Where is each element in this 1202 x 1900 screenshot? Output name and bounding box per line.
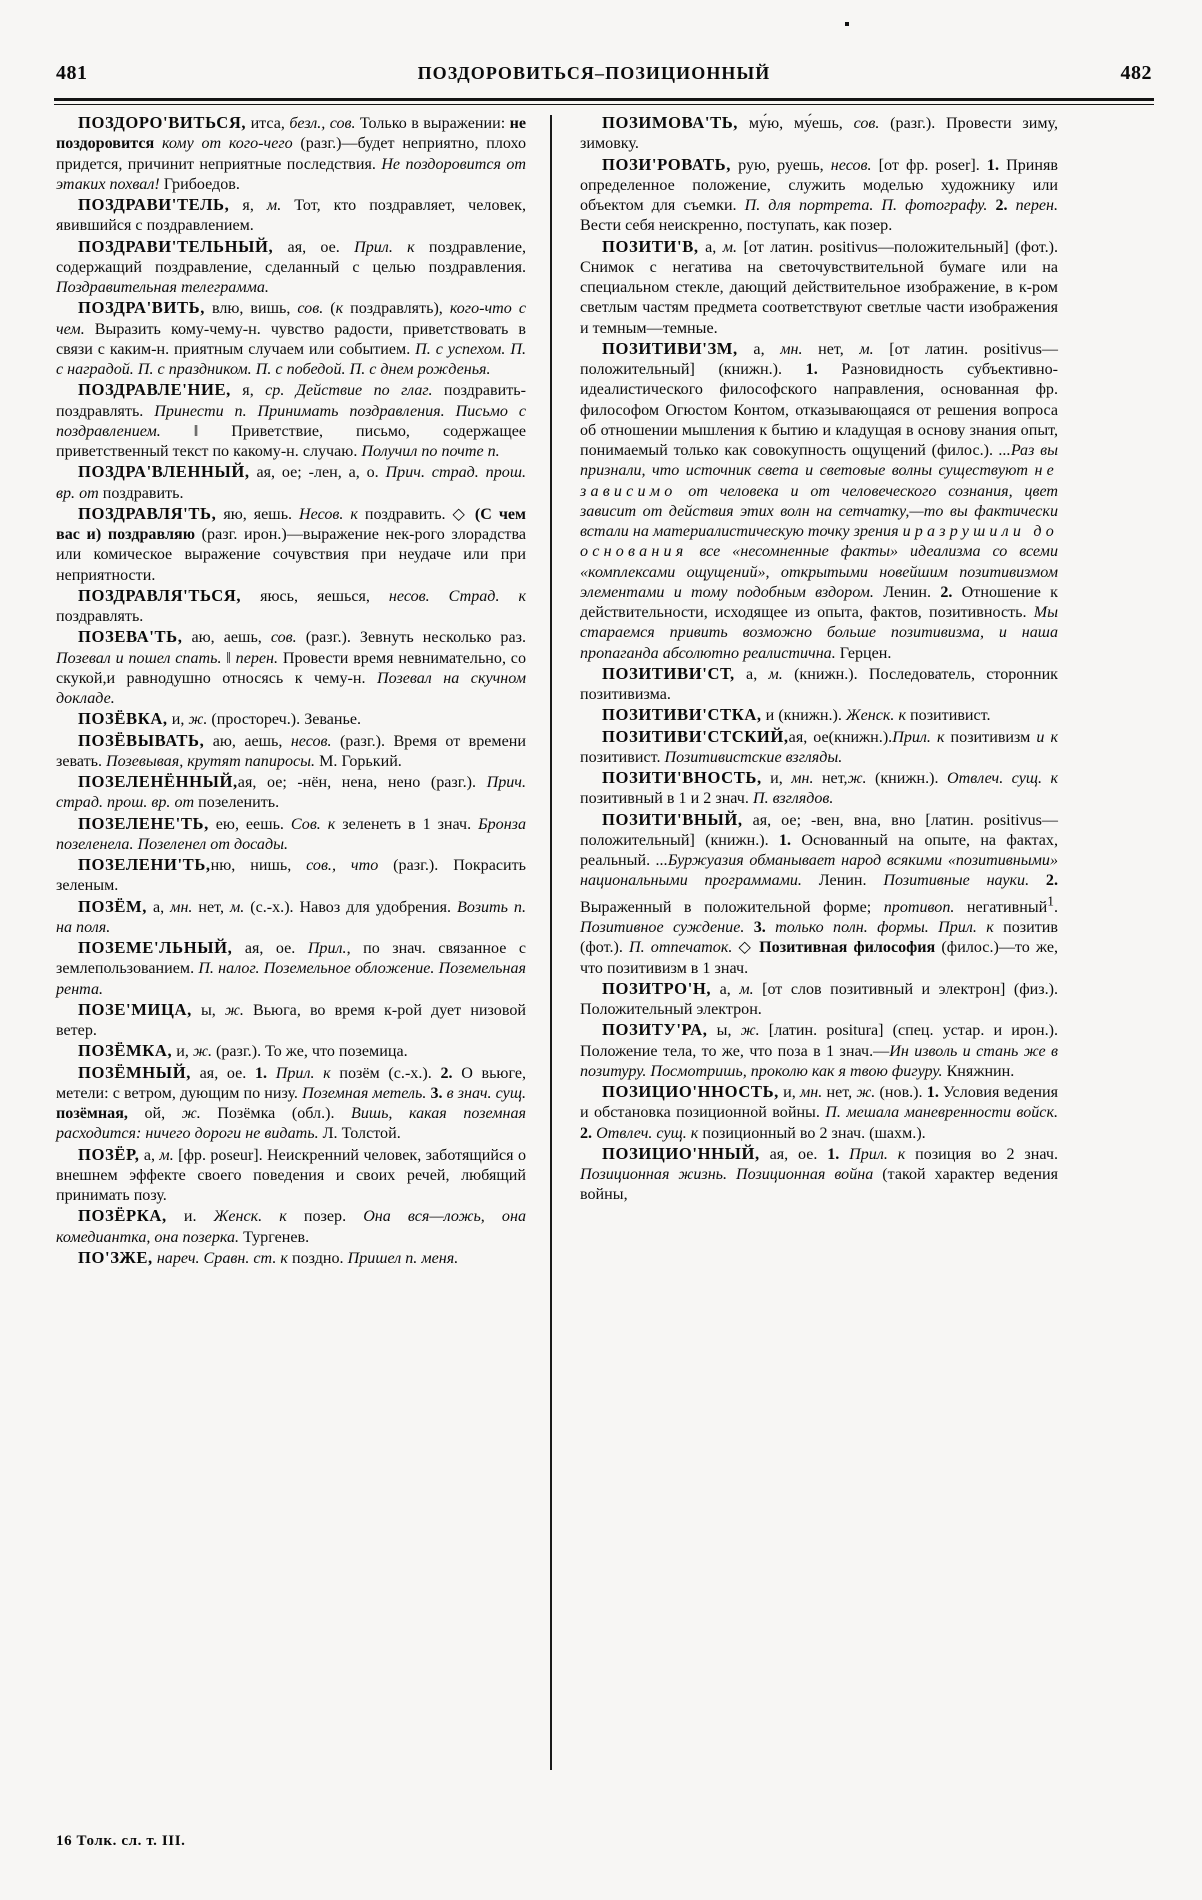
entry-definition: и (книжн.). Женск. к позитивист. [761,707,991,725]
entry-headword: ПОЗИ'РОВАТЬ, [602,154,731,174]
dictionary-entry [56,772,526,814]
dictionary-entry [56,1063,526,1145]
dictionary-entry [56,855,526,897]
dictionary-entry [56,504,526,586]
entry-headword: ПОЗЕМЕ'ЛЬНЫЙ, [78,938,233,957]
dictionary-entry [56,298,526,380]
dictionary-entry [56,586,526,628]
entry-headword: ПОЗДРАВИ'ТЕЛЬ, [78,195,230,214]
entry-definition: яю, яешь. Несов. к поздравить. ◇ (С чем вас и) поздравляю (разг. ирон.)—выражение нек-рого злорадства или комическое выражение сочувствия при неудаче или при неприятности. [56,505,526,584]
entry-definition: ая, ое. 1. Прил. к позём (с.-х.). 2. О вьюге, метели: с ветром, дующим по низу. Поземная метель. 3. в знач. сущ. позёмная, ой, ж. Позёмка (обл.). Вишь, какая поземная расходится: ничего дороги не видать. Л. Толстой. [56,1064,527,1143]
entry-headword: ПОЗДРА'ВЛЕННЫЙ, [78,462,250,482]
dictionary-entry [580,810,1058,979]
folio-right: 482 [1120,62,1152,84]
dictionary-entry [580,1082,1058,1144]
dictionary-entry [580,1020,1058,1082]
dictionary-entry [56,237,526,299]
entry-headword: ПОЗИТИВИ'СТКА, [602,705,762,725]
entry-definition: ая, ое; -лен, а, о. Прич. страд. прош. вр. от поздравить. [56,464,526,502]
entry-definition: влю, вишь, сов. (к поздравлять), кого-что с чем. Выразить кому-чему-н. чувство радости, приветствовать в связи с каким-н. приятным случаем или событием. П. с успехом. П. с наградой. П. с праздником. П. с победой. П. с днем рожденья. [56,300,526,378]
entry-headword: ПОЗДРА'ВИТЬ, [78,298,205,318]
entry-definition: а, м. [от латин. positivus—положительный] (фот.). Снимок с негатива на светочувствительной бумаге или на специальном стекле, дающий действительное изображение, в к-ром светлым частям предмета соответствуют светлые части изображения и темным—темные. [580,238,1059,337]
entry-definition: и, мн. нет,ж. (книжн.). Отвлеч. сущ. к позитивный в 1 и 2 знач. П. взглядов. [580,770,1058,808]
entry-headword: ПОЗИТИВИ'ЗМ, [602,338,738,358]
entry-headword: ПОЗЕЛЕНИ'ТЬ, [78,855,211,874]
dictionary-entry [580,979,1058,1021]
entry-definition: рую, руешь, несов. [от фр. poser]. 1. Приняв определенное положение, служить моделью художнику или объектом для съемки. П. для портрета. П. фотографу. 2. перен. Вести себя неискренно, поступать, как позер. [580,156,1059,235]
dictionary-entry [56,462,526,504]
entry-definition: яюсь, яешься, несов. Страд. к поздравлять. [56,587,526,625]
entry-headword: ПОЗЁМКА, [78,1041,173,1061]
entry-headword: ПОЗДРАВЛЕ'НИЕ, [78,380,231,400]
left-column [56,113,550,1770]
entry-definition: и, ж. (простореч.). Зеванье. [167,711,362,729]
entry-headword: ПОЗЁМ, [78,896,148,916]
entry-definition: а, мн. нет, м. [от латин. positivus—положительный] (книжн.). 1. Разновидность субъективно-идеалистического философского направления, основанная фр. философом Огюстом Контом, отказывающаяся от решения вопроса об отношении мышления к бытию и кладущая в основу знания опыт, понимаемый только как совокупность ощущений (филос.). ...Раз вы признали, что источник света и световые волны существуют не зависимо от человека и от человеческого сознания, цвет зависит от действия этих волн на сетчатку,—то вы фактически встали на материалистическую точку зрения и разрушили до основания все «несомненные факты» идеализма со всеми «комплексами ощущений», открытыми новейшим позитивизмом элементами и тому подобным вздором. Ленин. 2. Отношение к действительности, исходящее из опыта, фактов, позитивность. Мы стараемся привить возможно больше позитивизма, и наша пропаганда абсолютно реалистична. Герцен. [580,340,1059,662]
entry-definition: аю, аешь, сов. (разг.). Зевнуть несколько раз. Позевал и пошел спать. ‖ перен. Провести время невнимательно, со скукой,и равнодушно относясь к чему-н. Позевал на скучном докладе. [56,629,526,707]
dictionary-entry [580,727,1058,769]
entry-headword: ПОЗИТИВИ'СТСКИЙ, [602,726,789,746]
entry-definition: ню, нишь, сов., что (разг.). Покрасить зеленым. [56,857,526,895]
head-dot-mark [845,22,849,26]
entry-headword: ПОЗЕЛЕНЁННЫЙ, [78,772,238,791]
entry-headword: ПОЗИМОВА'ТЬ, [602,113,739,132]
entry-headword: ПОЗИТРО'Н, [602,978,712,998]
entry-definition: ая, ое; -нён, нена, нено (разг.). Прич. страд. прош. вр. от позеленить. [56,774,526,812]
entry-definition: и, мн. нет, ж. (нов.). 1. Условия ведения и обстановка позиционной войны. П. мешала маневренности войск. 2. Отвлеч. сущ. к позиционный во 2 знач. (шахм.). [580,1084,1058,1142]
entry-definition: аю, аешь, несов. (разг.). Время от времени зевать. Позевывая, крутят папиросы. М. Горький. [56,732,526,770]
entry-definition: а, мн. нет, м. (с.-х.). Навоз для удобрения. Возить п. на поля. [56,898,527,936]
entry-headword: ПОЗИТИВИ'СТ, [602,663,735,683]
entry-definition: нареч. Сравн. ст. к поздно. Пришел п. меня. [156,1249,459,1267]
entry-definition: ы, ж. [латин. positura] (спец. устар. и ирон.). Положение тела, то же, что поза в 1 знач.—Ин изволь и стань же в позитуру. Посмотришь, проколю как я твою фигуру. Княжнин. [580,1022,1058,1080]
entry-headword: ПОЗИТИ'ВНОСТЬ, [602,768,762,787]
entry-definition: ею, еешь. Сов. к зеленеть в 1 знач. Бронза позеленела. Позеленел от досады. [56,815,527,853]
entry-definition: а, м. [фр. poseur]. Неискренний человек, заботящийся о внешнем эффекте своего поведения и своих речей, любящий принимать позу. [56,1146,526,1204]
dictionary-entry [56,731,526,773]
entry-definition: а, м. [от слов позитивный и электрон] (физ.). Положительный электрон. [580,980,1058,1019]
entry-definition: ая, ое; -вен, вна, вно [латин. positivus—положительный] (книжн.). 1. Основанный на опыте, на фактах, реальный. ...Буржуазия обманывает народ всякими «позитивными» национальными программами. Ленин. Позитивные науки. 2. Выраженный в положительной форме; противоп. негативный$^1$. Позитивное суждение. 3. только полн. формы. Прил. к позитив (фот.). П. отпечаток. ◇ Позитивная философия (филос.)—то же, что позитивизм в 1 знач. [580,811,1059,977]
entry-definition: я, ср. Действие по глаг. поздравить-поздравлять. Принести п. Принимать поздравления. Письмо с поздравлением. ‖ Приветствие, письмо, содержащее приветственный текст по какому-н. случаю. Получил по почте п. [56,382,526,460]
entry-definition: а, м. (книжн.). Последователь, сторонник позитивизма. [580,665,1059,703]
entry-definition: ая, ое(книжн.).Прил. к позитивизм и к позитивист. Позитивистские взгляды. [580,728,1058,766]
dictionary-entry [580,113,1058,155]
dictionary-entry [56,1206,526,1248]
column-container [56,113,1156,1770]
entry-headword: ПОЗИЦИО'ННЫЙ, [602,1143,760,1163]
dictionary-entry [56,1041,526,1062]
entry-definition: и, ж. (разг.). То же, что поземица. [172,1043,408,1061]
entry-definition: ая, ое. Прил., по знач. связанное с землепользованием. П. налог. Поземельное обложение. Поземельная рента. [56,940,526,998]
entry-headword: ПОЗЕВА'ТЬ, [78,627,183,647]
dictionary-entry [580,705,1058,726]
header-rule [54,98,1154,105]
dictionary-entry [580,339,1058,664]
entry-definition: ая, ое. 1. Прил. к позиция во 2 знач. Позиционная жизнь. Позиционная война (такой характер ведения войны, [580,1145,1059,1204]
dictionary-entry [580,1144,1058,1206]
dictionary-entry [56,897,526,939]
dictionary-entry [56,1000,526,1042]
footer-signature: 16 Толк. сл. т. III. [56,1833,186,1849]
dictionary-entry [580,768,1058,810]
right-column [580,113,1058,1770]
dictionary-entry [56,814,526,856]
entry-headword: ПОЗДРАВЛЯ'ТЬ, [78,503,217,523]
entry-headword: ПОЗИТУ'РА, [602,1020,708,1040]
entry-headword: ПОЗДРАВЛЯ'ТЬСЯ, [78,585,242,605]
entry-definition: я, м. Тот, кто поздравляет, человек, явившийся с поздравлением. [56,197,526,235]
dictionary-entry [56,380,526,462]
entry-headword: ПОЗЁМНЫЙ, [78,1062,191,1082]
entry-headword: ПОЗЕЛЕНЕ'ТЬ, [78,813,209,833]
running-head [56,62,1152,96]
dictionary-entry [56,938,526,1000]
entry-headword: ПОЗЁВЫВАТЬ, [78,730,205,750]
entry-headword: ПОЗИТИ'В, [602,236,699,256]
entry-headword: ПО'ЗЖЕ, [78,1247,153,1267]
dictionary-entry [56,1145,526,1207]
entry-headword: ПОЗИЦИО'ННОСТЬ, [602,1082,779,1102]
dictionary-entry [56,627,526,709]
entry-headword: ПОЗДОРО'ВИТЬСЯ, [78,113,247,132]
entry-headword: ПОЗИТИ'ВНЫЙ, [602,809,743,829]
dictionary-entry [580,237,1058,339]
folio-left: 481 [56,62,88,84]
dictionary-entry [56,709,526,730]
column-divider [550,115,552,1770]
entry-definition: ы, ж. Вьюга, во время к-рой дует низовой ветер. [56,1001,526,1039]
entry-definition: ая, ое. Прил. к поздравление, содержащий поздравление, сделанный с целью поздравления. Поздравительная телеграмма. [56,238,526,296]
page-title: ПОЗДОРОВИТЬСЯ–ПОЗИЦИОННЫЙ [417,63,771,83]
entry-headword: ПОЗЕ'МИЦА, [78,999,192,1019]
dictionary-entry [580,155,1058,237]
dictionary-entry [580,664,1058,706]
entry-headword: ПОЗЁВКА, [78,709,168,729]
entry-definition: итса, безл., сов. Только в выражении: не поздоровится кому от кого-чего (разг.)—будет неприятно, плохо придется, причинит неприятные последствия. Не поздоровится от этаких похвал! Грибоедов. [56,115,527,193]
entry-headword: ПОЗЁР, [78,1144,140,1164]
entry-headword: ПОЗДРАВИ'ТЕЛЬНЫЙ, [78,236,274,256]
entry-definition: и. Женск. к позер. Она вся—ложь, она комедиантка, она позерка. Тургенев. [56,1208,526,1246]
entry-headword: ПОЗЁРКА, [78,1206,167,1226]
dictionary-entry [56,113,526,195]
dictionary-entry [56,195,526,237]
dictionary-entry [56,1248,526,1269]
entry-definition: му́ю, му́ешь, сов. (разг.). Провести зиму, зимовку. [580,115,1058,153]
